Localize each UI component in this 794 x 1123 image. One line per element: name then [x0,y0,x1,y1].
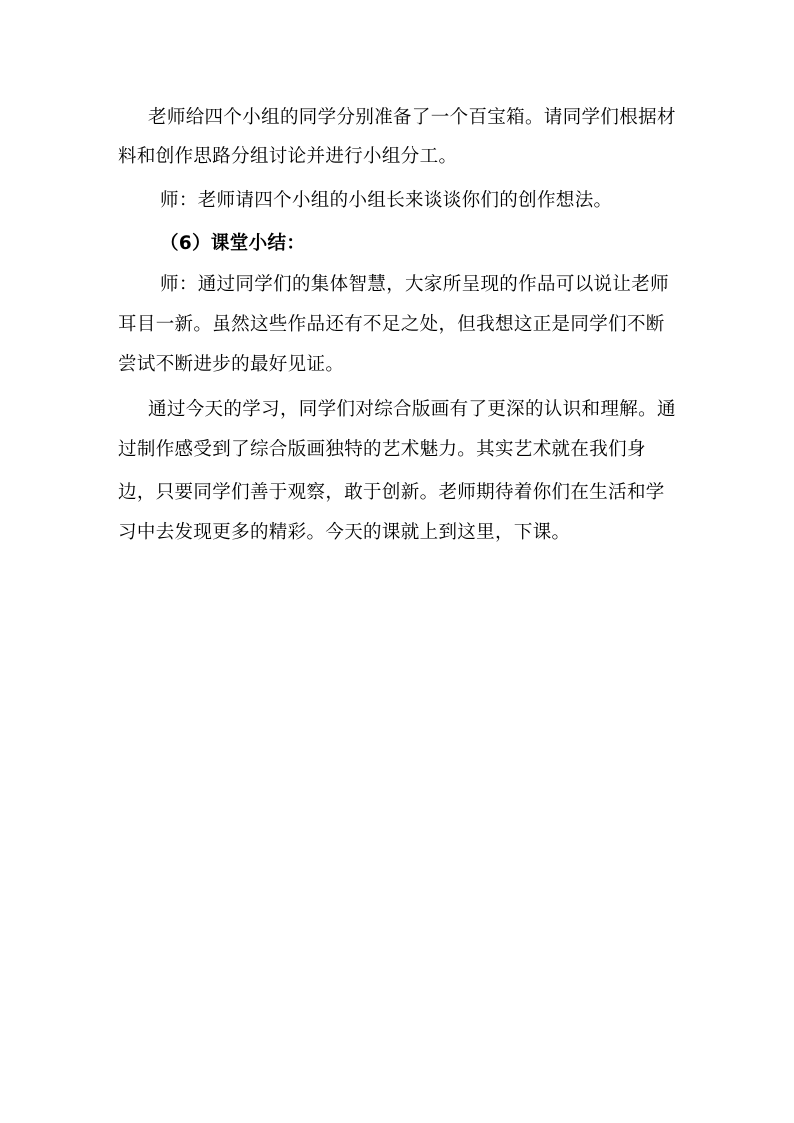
closing-paragraph-line-3: 边，只要同学们善于观察，敢于创新。老师期待着你们在生活和学 [118,482,665,503]
closing-paragraph-line-2: 过制作感受到了综合版画独特的艺术魅力。其实艺术就在我们身 [118,439,646,460]
paragraph-intro-line-1: 老师给四个小组的同学分别准备了一个百宝箱。请同学们根据材 [148,107,676,128]
closing-paragraph-line-4: 习中去发现更多的精彩。今天的课就上到这里，下课。 [118,522,571,543]
closing-paragraph-line-1: 通过今天的学习，同学们对综合版画有了更深的认识和理解。通 [148,399,676,420]
section-heading-summary: （6）课堂小结： [160,233,306,254]
summary-paragraph-line-1: 师：通过同学们的集体智慧，大家所呈现的作品可以说让老师 [160,274,669,295]
paragraph-intro-line-2: 料和创作思路分组讨论并进行小组分工。 [118,146,458,167]
summary-paragraph-line-2: 耳目一新。虽然这些作品还有不足之处，但我想这正是同学们不断 [118,314,665,335]
summary-paragraph-line-3: 尝试不断进步的最好见证。 [118,354,345,375]
teacher-request-line: 师：老师请四个小组的小组长来谈谈你们的创作想法。 [160,190,613,211]
